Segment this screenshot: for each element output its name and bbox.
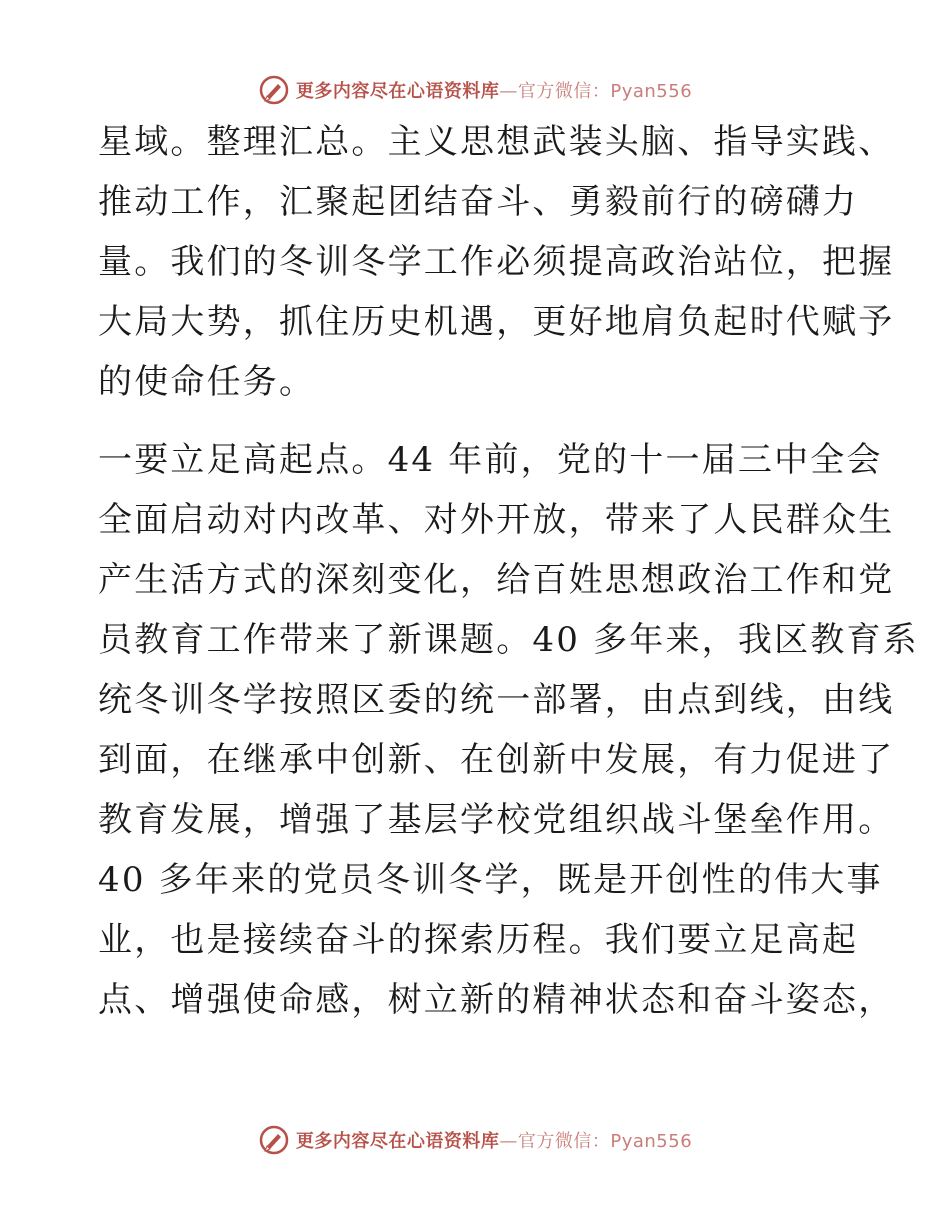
text-line: 到面，在继承中创新、在创新中发展，有力促进了 bbox=[98, 740, 895, 780]
watermark-contact: 官方微信：Pyan556 bbox=[517, 1131, 693, 1152]
header-watermark bbox=[0, 70, 950, 110]
watermark-dash: — bbox=[499, 81, 518, 102]
paragraph-2 bbox=[98, 430, 919, 1030]
text-line: 40 多年来的党员冬训冬学，既是开创性的伟大事 bbox=[98, 860, 883, 900]
document-body bbox=[98, 112, 919, 1030]
text-line: 教育发展，增强了基层学校党组织战斗堡垒作用。 bbox=[98, 800, 895, 840]
text-line: 产生活方式的深刻变化，给百姓思想政治工作和党 bbox=[98, 560, 895, 600]
footer-watermark bbox=[0, 1120, 950, 1160]
pen-logo-icon bbox=[258, 1124, 290, 1156]
watermark-contact: 官方微信：Pyan556 bbox=[517, 81, 693, 102]
text-line: 大局大势，抓住历史机遇，更好地肩负起时代赋予 bbox=[98, 302, 895, 342]
text-line: 点、增强使命感，树立新的精神状态和奋斗姿态， bbox=[98, 980, 895, 1020]
pen-logo-icon bbox=[258, 74, 290, 106]
text-line: 业，也是接续奋斗的探索历程。我们要立足高起 bbox=[98, 920, 859, 960]
watermark-text bbox=[296, 77, 692, 103]
watermark-name: 更多内容尽在心语资料库 bbox=[295, 81, 500, 102]
text-line: 的使命任务。 bbox=[98, 362, 316, 402]
watermark-dash: — bbox=[499, 1131, 518, 1152]
text-line: 推动工作，汇聚起团结奋斗、勇毅前行的磅礴力 bbox=[98, 182, 859, 222]
text-line: 员教育工作带来了新课题。40 多年来，我区教育系 bbox=[98, 620, 919, 660]
paragraph-spacer bbox=[98, 412, 858, 430]
text-line: 统冬训冬学按照区委的统一部署，由点到线，由线 bbox=[98, 680, 895, 720]
paragraph-1 bbox=[98, 112, 895, 412]
text-line: 量。我们的冬训冬学工作必须提高政治站位，把握 bbox=[98, 242, 895, 282]
text-line: 全面启动对内改革、对外开放，带来了人民群众生 bbox=[98, 500, 895, 540]
watermark-name: 更多内容尽在心语资料库 bbox=[295, 1131, 500, 1152]
text-line: 一要立足高起点。44 年前，党的十一届三中全会 bbox=[98, 440, 883, 480]
text-line: 星域。整理汇总。主义思想武装头脑、指导实践、 bbox=[98, 122, 895, 162]
watermark-text bbox=[296, 1127, 692, 1153]
